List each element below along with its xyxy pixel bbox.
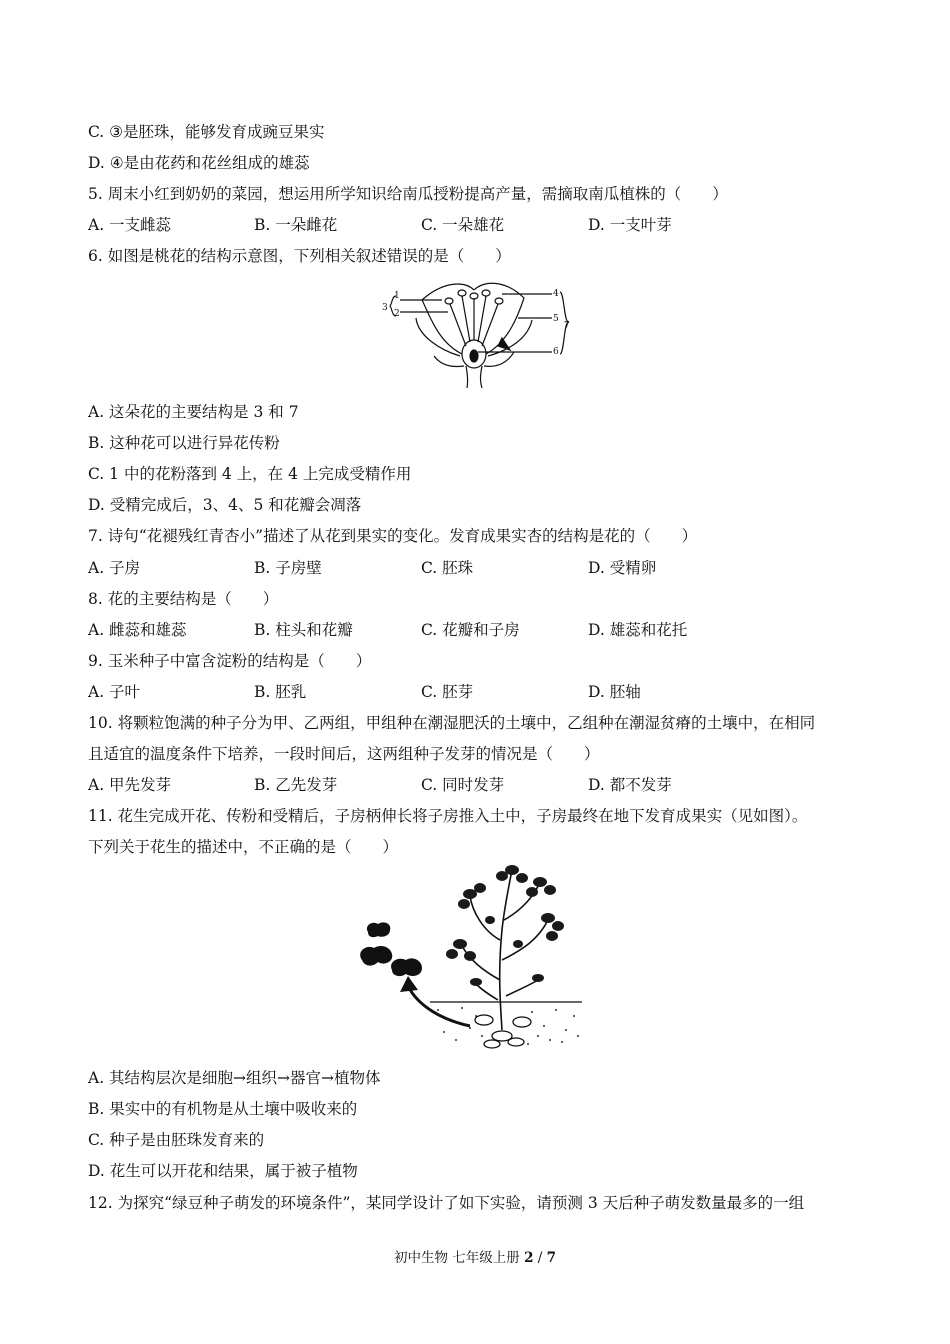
q5-options [88, 215, 868, 235]
q11-option-d: D. 花生可以开花和结果，属于被子植物 [88, 1162, 358, 1180]
flower-label-3: 3 [382, 303, 388, 313]
q7-option-b: B. 子房壁 [254, 559, 322, 577]
q9-option-d: D. 胚轴 [588, 683, 641, 701]
q5-option-d: D. 一支叶芽 [588, 216, 672, 234]
q9-option-a: A. 子叶 [88, 683, 141, 701]
q10-option-c: C. 同时发芽 [421, 776, 505, 794]
q11-option-c: C. 种子是由胚珠发育来的 [88, 1131, 265, 1149]
q5-option-c: C. 一朵雄花 [421, 216, 505, 234]
question-12: 12. 为探究“绿豆种子萌发的环境条件”，某同学设计了如下实验，请预测 3 天后种子萌发数量最多的一组 [88, 1194, 805, 1212]
q8-option-b: B. 柱头和花瓣 [254, 621, 353, 639]
q8-option-c: C. 花瓣和子房 [421, 621, 520, 639]
question-7: 7. 诗句“花褪残红青杏小”描述了从花到果实的变化。发育成果实杏的结构是花的（ ） [88, 527, 698, 545]
question-10-line-1: 10. 将颗粒饱满的种子分为甲、乙两组，甲组种在潮湿肥沃的土壤中，乙组种在潮湿贫瘠的土壤中，在相同 [88, 714, 816, 732]
footer-subject: 初中生物 七年级上册 [393, 1250, 525, 1266]
q6-option-a: A. 这朵花的主要结构是 3 和 7 [88, 403, 299, 421]
q8-options [88, 620, 868, 640]
q11-option-b: B. 果实中的有机物是从土壤中吸收来的 [88, 1100, 358, 1118]
q6-option-c: C. 1 中的花粉落到 4 上，在 4 上完成受精作用 [88, 465, 412, 483]
q7-option-d: D. 受精卵 [588, 559, 657, 577]
q10-option-d: D. 都不发芽 [588, 776, 672, 794]
q6-option-d: D. 受精完成后，3、4、5 和花瓣会凋落 [88, 496, 362, 514]
question-11-line-1: 11. 花生完成开花、传粉和受精后，子房柄伸长将子房推入土中，子房最终在地下发育成果实（见如图）。 [88, 807, 808, 825]
q9-options [88, 682, 868, 702]
flower-label-6: 6 [553, 347, 559, 357]
q5-option-a: A. 一支雌蕊 [88, 216, 172, 234]
q4-option-c: C. ③是胚珠，能够发育成豌豆果实 [88, 123, 325, 141]
q8-option-a: A. 雌蕊和雄蕊 [88, 621, 187, 639]
q10-options [88, 775, 868, 795]
q10-option-b: B. 乙先发芽 [254, 776, 338, 794]
flower-label-7: 7 [564, 321, 570, 331]
q9-option-c: C. 胚芽 [421, 683, 474, 701]
q11-option-a: A. 其结构层次是细胞→组织→器官→植物体 [88, 1069, 381, 1087]
question-11-line-2: 下列关于花生的描述中，不正确的是（ ） [88, 838, 399, 856]
q7-option-a: A. 子房 [88, 559, 141, 577]
q4-option-d: D. ④是由花药和花丝组成的雄蕊 [88, 154, 310, 172]
question-10-line-2: 且适宜的温度条件下培养，一段时间后，这两组种子发芽的情况是（ ） [88, 745, 600, 763]
flower-label-2: 2 [394, 309, 400, 319]
peanut-plant-illustration [352, 860, 586, 1052]
flower-label-5: 5 [553, 314, 559, 324]
q6-option-b: B. 这种花可以进行异花传粉 [88, 434, 280, 452]
q8-option-d: D. 雄蕊和花托 [588, 621, 688, 639]
peach-flower-diagram [378, 276, 573, 388]
question-6: 6. 如图是桃花的结构示意图，下列相关叙述错误的是（ ） [88, 247, 511, 265]
q7-option-c: C. 胚珠 [421, 559, 474, 577]
q10-option-a: A. 甲先发芽 [88, 776, 172, 794]
question-9: 9. 玉米种子中富含淀粉的结构是（ ） [88, 652, 372, 670]
footer-page-total: 7 [546, 1250, 557, 1266]
q5-option-b: B. 一朵雌花 [254, 216, 338, 234]
footer-separator: / [533, 1250, 547, 1266]
footer-page-number: 2 [524, 1250, 534, 1266]
q7-options [88, 558, 868, 578]
q9-option-b: B. 胚乳 [254, 683, 307, 701]
flower-label-1: 1 [394, 291, 400, 301]
question-5: 5. 周末小红到奶奶的菜园，想运用所学知识给南瓜授粉提高产量，需摘取南瓜植株的（ ） [88, 185, 728, 203]
question-8: 8. 花的主要结构是（ ） [88, 590, 279, 608]
page-footer [0, 1249, 950, 1267]
flower-label-4: 4 [553, 289, 559, 299]
